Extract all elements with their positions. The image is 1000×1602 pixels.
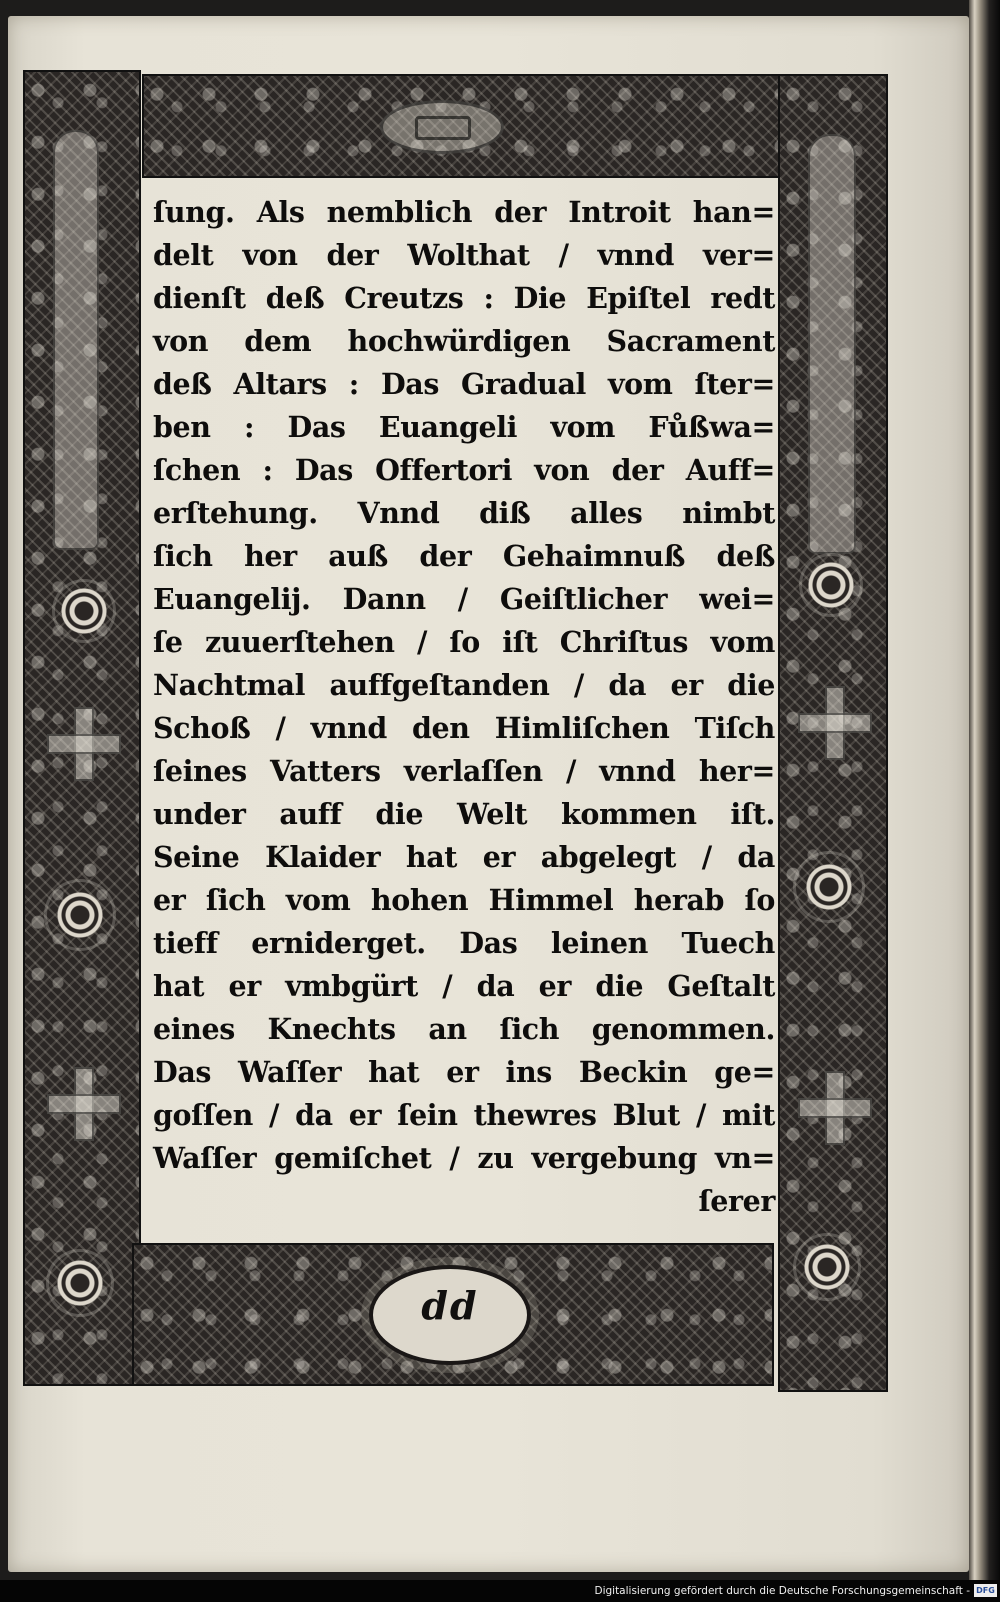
text-line: er ſich vom hohen Himmel herab ſo [153,883,775,917]
right-cross-ornament [798,686,868,756]
bottom-ornamental-woodcut-border [132,1243,774,1386]
main-fraktur-text [153,191,775,1241]
text-line: ſung. Als nemblich der Introit han= [153,195,775,229]
text-line: Euangelij. Dann / Geiſtlicher wei= [153,582,775,616]
left-cross-ornament [47,1067,117,1137]
top-ornamental-woodcut-border [142,74,784,178]
catchword-line: ſerer [698,1184,775,1218]
text-line: delt von der Wolthat / vnnd ver= [153,238,775,272]
left-rosette-ornament [55,582,113,640]
text-line: ſe zuuerſtehen / ſo iſt Chriſtus vom [153,625,775,659]
text-line: ſeines Vatters verlaſſen / vnnd her= [153,754,775,788]
left-ornamental-woodcut-border [23,70,141,1386]
text-line: Schoß / vnnd den Himliſchen Tiſch [153,711,775,745]
digitization-footer [0,1580,1000,1602]
left-cross-ornament [47,707,117,777]
text-line: hat er vmbgürt / da er die Geſtalt [153,969,775,1003]
text-line: deß Altars : Das Gradual vom ſter= [153,367,775,401]
right-rosette-ornament [796,854,862,920]
text-line: eines Knechts an ſich genommen. [153,1012,775,1046]
text-line: goſſen / da er ſein thewres Blut / mit [153,1098,775,1132]
text-line: under auff die Welt kommen iſt. [153,797,775,831]
text-line: Seine Klaider hat er abgelegt / da [153,840,775,874]
printer-signature-mark: dd [421,1283,479,1328]
text-line: erſtehung. Vnnd diß alles nimbt [153,496,775,530]
text-line: tieff erniderget. Das leinen Tuech [153,926,775,960]
right-cross-ornament [798,1071,868,1141]
text-line: ſich her auß der Gehaimnuß deß [153,539,775,573]
text-line: Waſſer gemiſchet / zu vergebung vn= [153,1141,775,1175]
funding-credit: Digitalisierung gefördert durch die Deutsche Forschungsgemeinschaft - [594,1585,970,1597]
left-rosette-ornament [47,882,113,948]
text-line: Nachtmal auffgeſtanden / da er die [153,668,775,702]
signature-cartouche [369,1265,531,1365]
text-line: Das Waſſer hat er ins Beckin ge= [153,1055,775,1089]
right-rosette-ornament [796,1236,858,1298]
book-spine-edge [969,0,1000,1580]
text-line: ſchen : Das Offertori von der Auff= [153,453,775,487]
left-rosette-ornament [49,1252,111,1314]
right-ornamental-woodcut-border [778,74,888,1392]
top-cartouche-ornament [380,100,504,154]
text-line: dienſt deß Creutzs : Die Epiſtel redt [153,281,775,315]
right-rosette-ornament [802,556,860,614]
dfg-logo: DFG [974,1584,997,1597]
scanned-book-page [8,16,969,1572]
text-line: ben : Das Euangeli vom Fůßwa= [153,410,775,444]
text-line: von dem hochwürdigen Sacrament [153,324,775,358]
